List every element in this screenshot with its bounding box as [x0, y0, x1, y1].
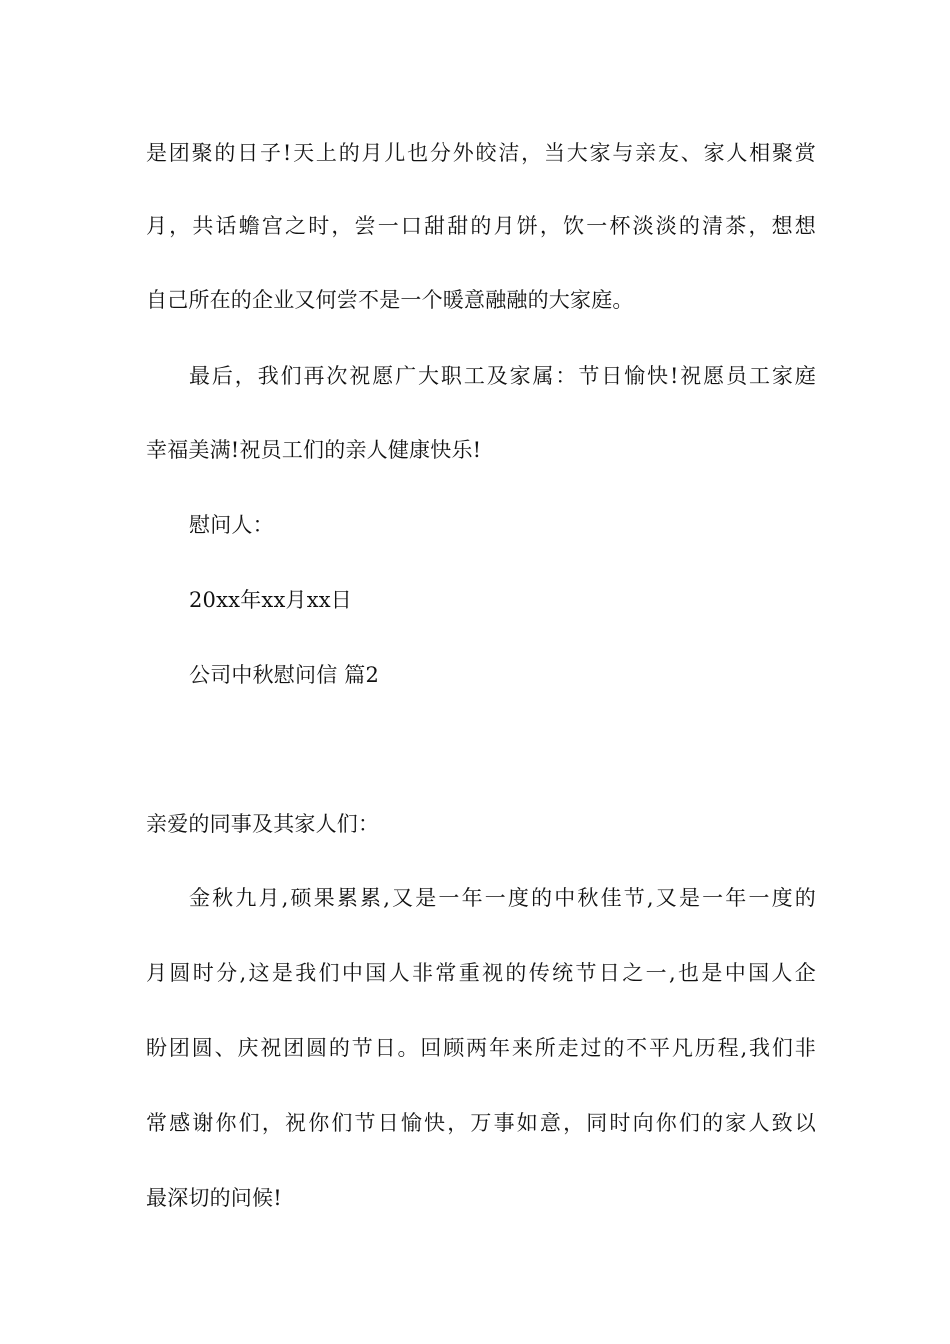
signature-label: 慰问人：	[189, 513, 274, 537]
paragraph-line: 是团聚的日子!天上的月儿也分外皎洁，当大家与亲友、家人相聚赏	[146, 141, 816, 165]
greeting-line: 亲爱的同事及其家人们：	[146, 812, 380, 836]
paragraph-line: 最深切的问候!	[146, 1186, 282, 1210]
section-heading: 公司中秋慰问信 篇2	[189, 663, 380, 687]
paragraph-line: 月圆时分,这是我们中国人非常重视的传统节日之一,也是中国人企	[146, 961, 816, 985]
date-line: 20xx年xx月xx日	[189, 588, 352, 612]
paragraph-line: 盼团圆、庆祝团圆的节日。回顾两年来所走过的不平凡历程,我们非	[146, 1036, 816, 1060]
paragraph-line: 常感谢你们，祝你们节日愉快，万事如意，同时向你们的家人致以	[146, 1111, 816, 1135]
paragraph-line: 幸福美满!祝员工们的亲人健康快乐!	[146, 438, 482, 462]
paragraph-line: 最后，我们再次祝愿广大职工及家属：节日愉快!祝愿员工家庭	[189, 364, 816, 388]
paragraph-line: 金秋九月,硕果累累,又是一年一度的中秋佳节,又是一年一度的	[189, 886, 816, 910]
paragraph-line: 月，共话蟾宫之时，尝一口甜甜的月饼，饮一杯淡淡的清茶，想想	[146, 214, 816, 238]
paragraph-line: 自己所在的企业又何尝不是一个暖意融融的大家庭。	[146, 288, 634, 312]
